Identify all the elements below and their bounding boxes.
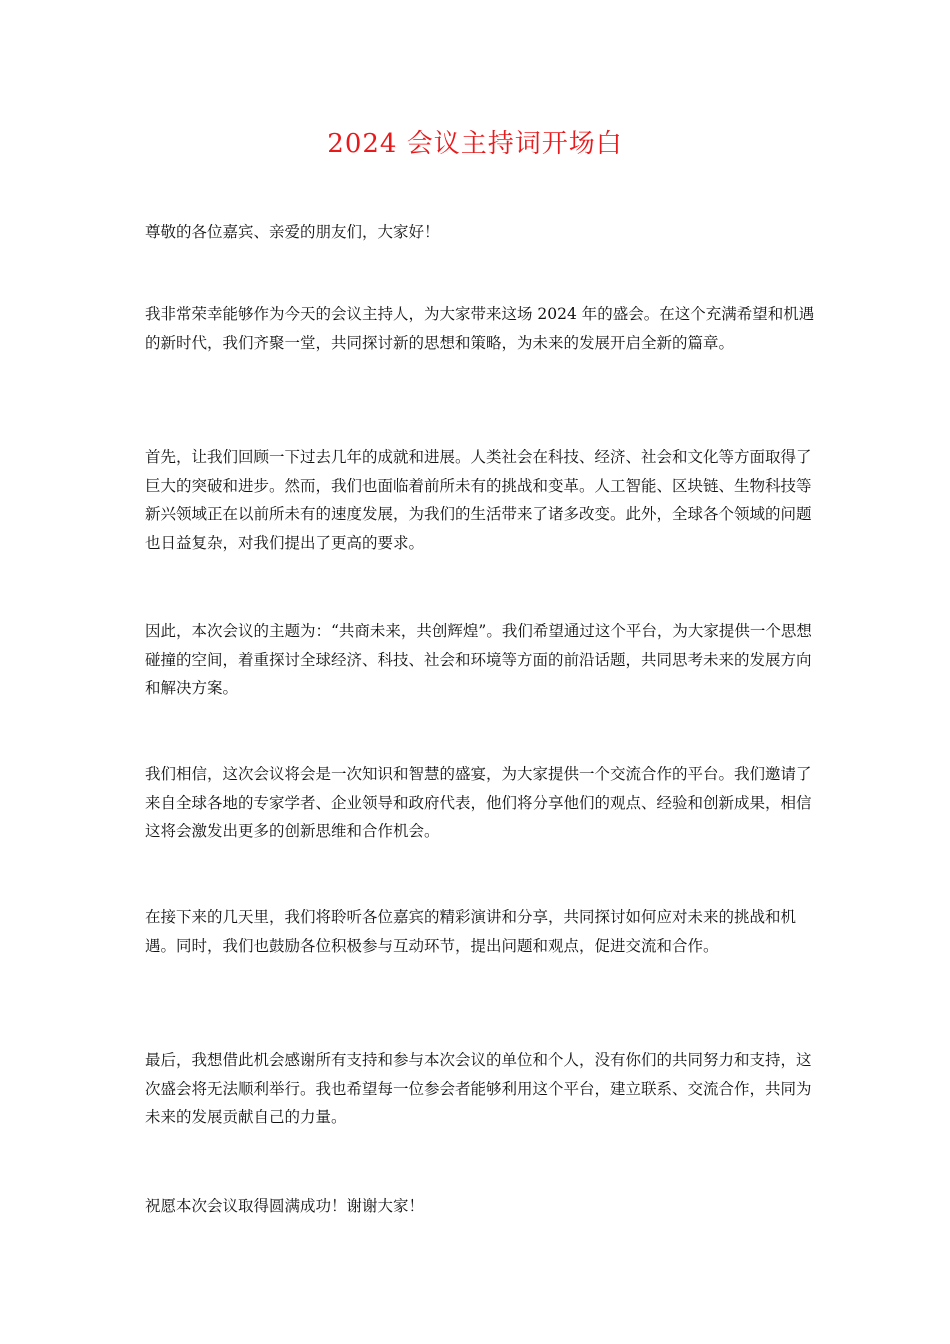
document-title: 2024 会议主持词开场白 [327, 129, 623, 159]
paragraph-greeting: 尊敬的各位嘉宾、亲爱的朋友们，大家好！ [145, 223, 440, 241]
paragraph-review: 首先，让我们回顾一下过去几年的成就和进展。人类社会在科技、经济、社会和文化等方面取得了巨大的突破和进步。然而，我们也面临着前所未有的挑战和变革。人工智能、区块链、生物科技等新兴领域正在以前所未有的速度发展，为我们的生活带来了诸多改变。此外，全球各个领域的问题也日益复杂，对我们提出了更高的要求。 [145, 448, 812, 552]
paragraph-thanks: 最后，我想借此机会感谢所有支持和参与本次会议的单位和个人，没有你们的共同努力和支持，这次盛会将无法顺利举行。我也希望每一位参会者能够利用这个平台，建立联系、交流合作，共同为未来的发展贡献自己的力量。 [145, 1051, 812, 1126]
paragraph-expectation: 我们相信，这次会议将会是一次知识和智慧的盛宴，为大家提供一个交流合作的平台。我们邀请了来自全球各地的专家学者、企业领导和政府代表，他们将分享他们的观点、经验和创新成果，相信这将会激发出更多的创新思维和合作机会。 [145, 765, 812, 840]
paragraph-agenda: 在接下来的几天里，我们将聆听各位嘉宾的精彩演讲和分享，共同探讨如何应对未来的挑战和机遇。同时，我们也鼓励各位积极参与互动环节，提出问题和观点，促进交流和合作。 [145, 908, 797, 955]
paragraph-closing: 祝愿本次会议取得圆满成功！谢谢大家！ [145, 1197, 425, 1215]
paragraph-theme: 因此，本次会议的主题为：“共商未来，共创辉煌”。我们希望通过这个平台，为大家提供一个思想碰撞的空间，着重探讨全球经济、科技、社会和环境等方面的前沿话题，共同思考未来的发展方向和解决方案。 [145, 622, 812, 697]
paragraph-introduction: 我非常荣幸能够作为今天的会议主持人，为大家带来这场 2024 年的盛会。在这个充满希望和机遇的新时代，我们齐聚一堂，共同探讨新的思想和策略，为未来的发展开启全新的篇章。 [145, 305, 815, 352]
